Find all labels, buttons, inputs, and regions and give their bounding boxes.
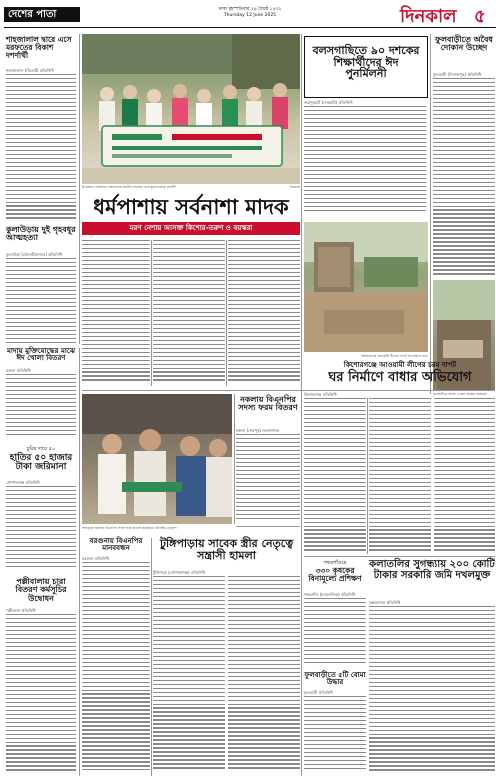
a7-kicker: চুরির দায়ে ৫০ bbox=[26, 446, 56, 452]
a12-byline: টুঙ্গিপাড়া (গোপালগঞ্জ) প্রতিনিধি bbox=[153, 570, 205, 575]
a8-byline: কিশোরগঞ্জ প্রতিনিধি bbox=[304, 392, 337, 397]
a12-body-col2 bbox=[228, 576, 300, 774]
masthead bbox=[0, 0, 500, 30]
a7-byline: গোপালগঞ্জ প্রতিনিধি bbox=[6, 480, 40, 485]
a12-body-col1 bbox=[153, 576, 225, 774]
a10-body bbox=[6, 614, 76, 774]
a4-subtitle: মরণ নেশায় আসক্ত কিশোর-তরুণ ও বয়স্করা bbox=[82, 222, 300, 235]
photo-people bbox=[82, 394, 232, 524]
a13-byline: গফরগাঁও (ময়মনসিংহ) প্রতিনিধি bbox=[304, 592, 355, 597]
rule-mid bbox=[82, 390, 495, 391]
a11-byline: বরগুনা প্রতিনিধি bbox=[82, 556, 109, 561]
a13-body bbox=[304, 598, 366, 668]
a8-kicker: কিশোরগঞ্জে আওয়ামী লীগের চরম দাপট bbox=[343, 361, 457, 369]
rule-c6 bbox=[234, 394, 235, 524]
rule-c4 bbox=[367, 398, 368, 554]
a8-body-col3 bbox=[434, 398, 495, 554]
a5-title: কুলাউড়ায় দুই গৃহবধূর আত্মহত্যা bbox=[6, 225, 76, 243]
rule-left-2 bbox=[79, 348, 80, 776]
a14-byline: ফুলবাড়ী প্রতিনিধি bbox=[304, 690, 333, 695]
a7-body bbox=[6, 486, 76, 572]
a13-kicker: গফরগাঁওয়ে bbox=[323, 560, 347, 566]
a6-title: মাদায় মুক্তিযোদ্ধের মাঝে ঈদ খোলা বিতরণ bbox=[6, 347, 75, 363]
date-line: ঢাকা বৃহস্পতিবার ২৯ জ্যৈষ্ঠ ১৪৩২ bbox=[218, 7, 282, 12]
rule-right bbox=[430, 34, 431, 394]
a2-box bbox=[304, 36, 428, 98]
a4-title: ধর্মপাশায় সর্বনাশা মাদক bbox=[93, 195, 289, 219]
a15-title: কলাতলির সুগন্ধ্যায় ২০০ কোটি টাকার সরকারি জমি দখলমুক্ত bbox=[369, 559, 495, 581]
masthead-rule bbox=[4, 27, 496, 28]
rule-left bbox=[79, 34, 80, 344]
caption-3: ফুলবাড়ীতে অবৈধ দোকান উচ্ছেদ অভিযান bbox=[433, 392, 488, 396]
a1-title: শাহজালাল দ্বারে এসে মরফতের বিকাশ দশর্ণার্থী bbox=[6, 35, 72, 60]
photo-land bbox=[304, 222, 428, 352]
a10-byline: পল্লীবালা প্রতিনিধি bbox=[6, 608, 36, 613]
date-en: Thursday 12 June 2025 bbox=[223, 13, 277, 18]
a3-byline: ফুলবাড়ী (দিনাজপুর) প্রতিনিধি bbox=[433, 72, 482, 77]
caption-5: শেরপুরের নকলায় বিএনপির সদস্য ফরম বিতরণ কর্মসূচিতে উপস্থিত নেতৃবৃন্দ bbox=[82, 526, 177, 530]
a12-title: টুঙ্গিপাড়ায় সাবেক স্ত্রীর নেতৃত্বে সন্ত্রাসী হামলা bbox=[159, 537, 294, 562]
caption-4: কিশোরগঞ্জে আওয়ামী লীগের দাপটে ঘর নির্মাণে বাধা bbox=[361, 354, 428, 358]
rule-c1 bbox=[151, 240, 152, 386]
a2-body bbox=[304, 106, 426, 216]
a8-main: ঘর নির্মাণে বাধার অভিযোগ bbox=[328, 370, 472, 385]
photo-rally bbox=[82, 34, 300, 184]
a3-body bbox=[433, 78, 495, 278]
a7-title: হাতির ৫০ হাজার টাকা জরিমানা bbox=[9, 453, 73, 473]
a15-body bbox=[369, 606, 495, 774]
a6-body bbox=[6, 374, 76, 440]
a4-body-col2 bbox=[153, 240, 225, 386]
a14-title: ফুলবাড়ীতে ৫টি বোমা উদ্ধার bbox=[304, 671, 366, 687]
rule-c5 bbox=[151, 538, 152, 776]
a6-byline: বরুড়া প্রতিনিধি bbox=[6, 368, 31, 373]
a15-byline: কক্সবাজার প্রতিনিধি bbox=[369, 600, 401, 605]
a5-byline: কুলাউড়া (মৌলভীবাজার) প্রতিনিধি bbox=[6, 252, 63, 257]
a9-body bbox=[236, 434, 300, 524]
a9-title: নকলায় বিএনপির সদস্য ফরম বিতরণ bbox=[238, 395, 298, 413]
section-label: দেশের পাতা bbox=[4, 7, 80, 22]
a14-body bbox=[304, 696, 366, 774]
a11-title: বরগুনায় বিএনপির মানববন্ধন bbox=[89, 537, 143, 553]
a4-body-col1 bbox=[82, 240, 150, 386]
a1-body bbox=[6, 74, 76, 222]
a2-byline: জয়পুরহাট (দেবহাটা) প্রতিনিধি bbox=[304, 100, 353, 105]
a3-title: ফুলবাড়ীতে অবৈধ দোকান উচ্ছেদ bbox=[435, 35, 493, 53]
a13-title: ৩৩০ কৃষকের বিনামূল্যে প্রশিক্ষণ bbox=[308, 566, 362, 583]
rule-c2 bbox=[226, 240, 227, 386]
caption-1: উপজেলা পরিষদের পরিচালনায় জাতীয় ব্যাজের পাশে মুদ্রণসংক্রান্ত প্রদর্শনী bbox=[82, 185, 176, 189]
a8-body-col2 bbox=[369, 398, 431, 554]
page-number: ৫ bbox=[474, 6, 486, 27]
a1-byline: শাহজালাল (সিলেট) প্রতিনিধি bbox=[6, 68, 54, 73]
paper-name: দিনকাল bbox=[400, 6, 457, 27]
photo-credit: দিনকাল bbox=[289, 185, 300, 189]
a2-title: বলসগাছিতে ৯০ দশকের শিক্ষার্থীদের ঈদ পুনর্মিলনী bbox=[312, 44, 420, 81]
rule-a15 bbox=[304, 556, 495, 557]
a10-title: পল্লীবালায় চারা বিতরণ কর্মসূচির উদ্বোধন bbox=[15, 577, 67, 603]
rule-c3 bbox=[301, 34, 302, 776]
rule-a13 bbox=[236, 526, 300, 527]
a4-body-col3 bbox=[228, 240, 300, 386]
a11-body bbox=[82, 562, 150, 774]
a5-body bbox=[6, 258, 76, 346]
a8-body-col1 bbox=[304, 398, 366, 554]
a9-byline: নকলা (শেরপুর) সংবাদদাতা bbox=[236, 428, 280, 433]
